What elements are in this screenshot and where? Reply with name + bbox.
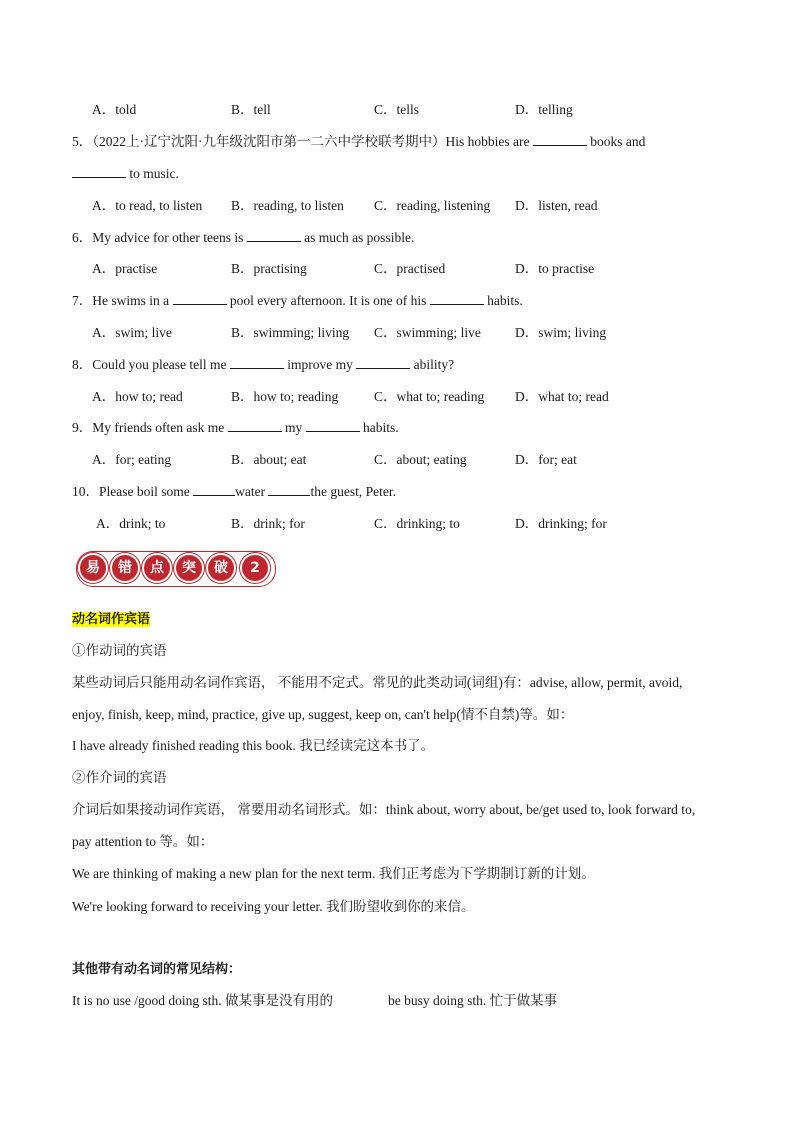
q8-stem [72, 356, 454, 374]
q8-option-d: D．what to; read [515, 389, 609, 404]
q5-option-b: B．reading, to listen [231, 198, 344, 213]
answer-blank [72, 165, 126, 178]
q9-option-d: D．for; eat [515, 452, 577, 467]
answer-blank [356, 356, 410, 369]
section-banner [76, 551, 276, 587]
answer-blank [173, 292, 227, 305]
banner-char: 破 [208, 555, 234, 581]
answer-blank [268, 483, 310, 496]
structure-item: be busy doing sth. 忙于做某事 [388, 993, 558, 1008]
q5-option-d: D．listen, read [515, 198, 598, 213]
section-heading [72, 610, 150, 629]
answer-blank [430, 292, 484, 305]
q6-option-a: A．practise [92, 261, 158, 276]
q4-option-d: D．telling [515, 102, 573, 117]
structure-line [388, 992, 557, 1010]
q8-text-c: ability? [410, 357, 455, 372]
q4-option-a: A．told [92, 102, 137, 117]
answer-blank [230, 356, 284, 369]
q6-option-c: C．practised [374, 261, 446, 276]
q10-text-c: the guest, Peter. [310, 484, 396, 499]
q9-option-c: C．about; eating [374, 452, 467, 467]
q7-stem [72, 292, 523, 310]
banner-char: 错 [112, 555, 138, 581]
q6-text-a: 6．My advice for other teens is [72, 230, 247, 245]
example-sentence: I have already finished reading this book. 我已经读完这本书了。 [72, 738, 435, 753]
other-structures-heading-text: 其他带有动名词的常见结构： [72, 962, 242, 977]
paragraph-line: enjoy, finish, keep, mind, practice, give up, suggest, keep on, can't help(情不自禁)等。如： [72, 707, 574, 722]
paragraph-line: 介词后如果接动词作宾语， 常要用动名词形式。如：think about, worry about, be/get used to, look forward to, [72, 802, 696, 817]
q8-text-a: 8．Could you please tell me [72, 357, 230, 372]
answer-blank [306, 419, 360, 432]
structure-item: It is no use /good doing sth. 做某事是没有用的 [72, 993, 334, 1008]
other-structures-heading [72, 960, 241, 979]
q9-text-c: habits. [359, 420, 399, 435]
q8-option-c: C．what to; reading [374, 389, 485, 404]
q10-option-a: A．drink; to [96, 516, 166, 531]
q5-option-c: C．reading, listening [374, 198, 491, 213]
q9-text-b: my [281, 420, 306, 435]
subheading-preposition-object: ②作介词的宾语 [72, 770, 167, 785]
q10-stem [72, 483, 396, 501]
q8-option-a: A．how to; read [92, 389, 183, 404]
example-sentence: We are thinking of making a new plan for the next term. 我们正考虑为下学期制订新的计划。 [72, 866, 595, 881]
example-sentence: We're looking forward to receiving your letter. 我们盼望收到你的来信。 [72, 899, 475, 914]
answer-blank [247, 229, 301, 242]
q7-text-a: 7．He swims in a [72, 293, 173, 308]
q5-text-c: to music. [126, 166, 179, 181]
paragraph-line: 某些动词后只能用动名词作宾语， 不能用不定式。常见的此类动词(词组)有：advise, allow, permit, avoid, [72, 675, 683, 690]
q5-text-b: books and [586, 134, 646, 149]
q4-option-b: B．tell [231, 102, 271, 117]
banner-char: 突 [176, 555, 202, 581]
subheading-verb-object: ①作动词的宾语 [72, 643, 167, 658]
q5-text-a: 5．（2022上·辽宁沈阳·九年级沈阳市第一二六中学校联考期中）His hobbies are [72, 134, 533, 149]
q10-option-d: D．drinking; for [515, 516, 607, 531]
q6-option-b: B．practising [231, 261, 307, 276]
q10-text-b: water [235, 484, 269, 499]
q7-option-d: D．swim; living [515, 325, 607, 340]
q7-option-c: C．swimming; live [374, 325, 481, 340]
paragraph-line: pay attention to 等。如： [72, 834, 214, 849]
answer-blank [533, 133, 587, 146]
q10-option-b: B．drink; for [231, 516, 305, 531]
q9-stem [72, 419, 399, 437]
q9-option-b: B．about; eat [231, 452, 307, 467]
q7-option-a: A．swim; live [92, 325, 172, 340]
q10-option-c: C．drinking; to [374, 516, 460, 531]
q8-option-b: B．how to; reading [231, 389, 339, 404]
answer-blank [228, 419, 282, 432]
q5-option-a: A．to read, to listen [92, 198, 203, 213]
q8-text-b: improve my [283, 357, 357, 372]
q6-option-d: D．to practise [515, 261, 595, 276]
structure-line [72, 992, 333, 1010]
q4-option-c: C．tells [374, 102, 420, 117]
q5-stem [72, 133, 645, 151]
q7-text-c: habits. [483, 293, 523, 308]
q9-text-a: 9．My friends often ask me [72, 420, 228, 435]
answer-blank [193, 483, 235, 496]
q10-text-a: 10．Please boil some [72, 484, 194, 499]
section-heading-text: 动名词作宾语 [72, 612, 151, 627]
q6-text-b: as much as possible. [300, 230, 415, 245]
banner-char: 点 [144, 555, 170, 581]
banner-char: 易 [80, 555, 106, 581]
q7-text-b: pool every afternoon. It is one of his [226, 293, 430, 308]
banner-char: 2 [242, 555, 268, 581]
q6-stem [72, 229, 414, 247]
q5-stem-cont [72, 165, 179, 183]
q9-option-a: A．for; eating [92, 452, 172, 467]
q7-option-b: B．swimming; living [231, 325, 350, 340]
